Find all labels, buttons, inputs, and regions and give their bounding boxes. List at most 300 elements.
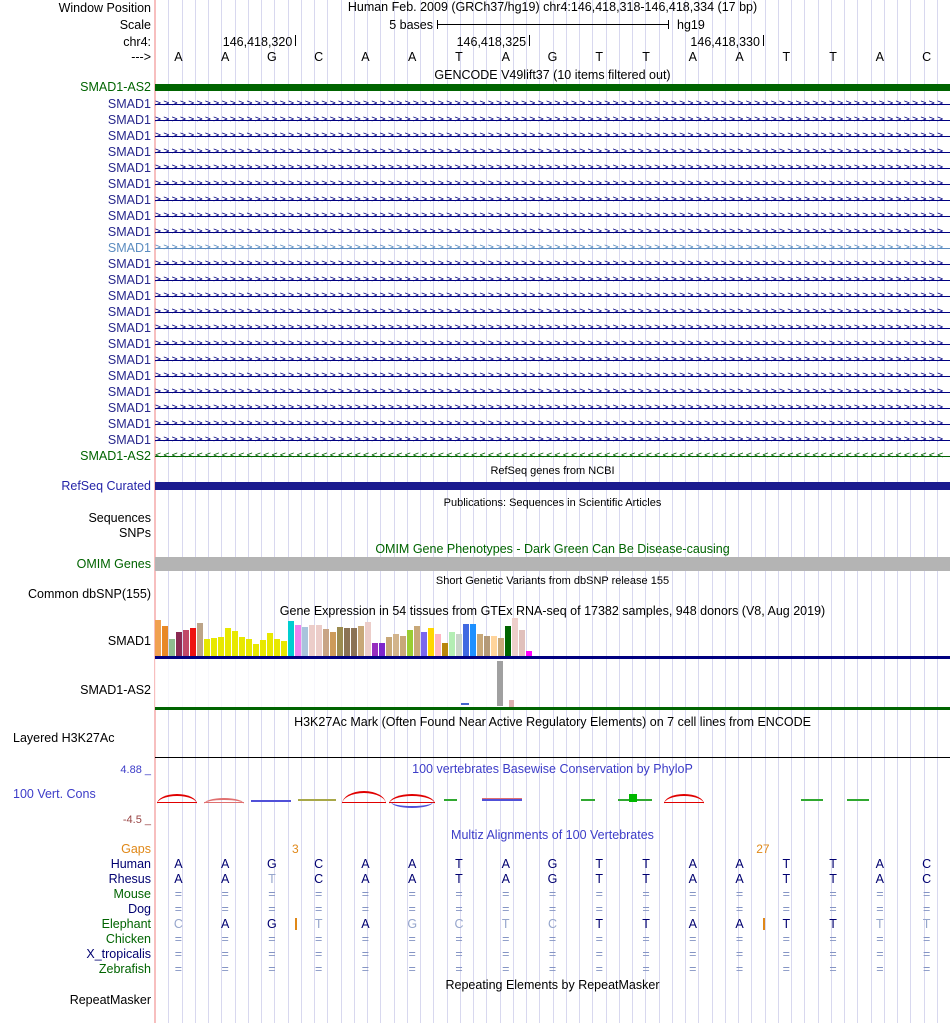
gtex-tissue-bar[interactable] <box>218 637 224 656</box>
base-letter: A <box>220 50 230 64</box>
gtex-tissue-bar[interactable] <box>288 621 294 656</box>
gtex-tissue-bar[interactable] <box>358 626 364 656</box>
multiz-base-cell: = <box>455 932 463 946</box>
multiz-base-cell: = <box>922 902 931 916</box>
multiz-base-cell: G <box>407 917 418 931</box>
gtex-as2-gray-bar <box>497 661 503 706</box>
multiz-base-cell: A <box>174 872 183 886</box>
gtex-tissue-bar[interactable] <box>428 628 434 656</box>
gencode-smad1-transcript-arrows[interactable]: >>>>>>>>>>>>>>>>>>>>>>>>>>>>>>>>>>>>>>>>>>>>>>>>>>>>>>>>>>>>>>>>>>>>>>>>>>>>>>>>>>>>>>>>>>>>>>> <box>155 227 946 237</box>
publications-label-line2[interactable]: SNPs <box>119 526 151 540</box>
gtex-tissue-bar[interactable] <box>330 632 336 656</box>
common-dbsnp-label[interactable]: Common dbSNP(155) <box>28 587 151 601</box>
multiz-base-cell: G <box>547 857 558 871</box>
gencode-smad1-transcript-arrows[interactable]: >>>>>>>>>>>>>>>>>>>>>>>>>>>>>>>>>>>>>>>>>>>>>>>>>>>>>>>>>>>>>>>>>>>>>>>>>>>>>>>>>>>>>>>>>>>>>>> <box>155 243 946 253</box>
gencode-item-label-smad1[interactable]: SMAD1 <box>107 417 151 431</box>
multiz-base-cell: = <box>174 962 183 976</box>
multiz-base-cell: = <box>642 947 650 961</box>
gtex-as2-pink-tick <box>509 700 514 707</box>
base-letter: T <box>642 50 650 64</box>
multiz-base-cell: = <box>268 962 276 976</box>
multiz-base-cell: = <box>689 887 697 901</box>
multiz-base-cell: G <box>547 872 558 886</box>
multiz-base-cell: A <box>220 917 230 931</box>
base-letter: A <box>174 50 183 64</box>
scale-bar-line <box>437 24 668 25</box>
gtex-tissue-bar[interactable] <box>232 631 238 656</box>
multiz-base-cell: T <box>829 857 837 871</box>
multiz-base-cell: = <box>174 932 183 946</box>
base-letter: A <box>688 50 697 64</box>
gencode-smad1-transcript-arrows[interactable]: >>>>>>>>>>>>>>>>>>>>>>>>>>>>>>>>>>>>>>>>>>>>>>>>>>>>>>>>>>>>>>>>>>>>>>>>>>>>>>>>>>>>>>>>>>>>>>> <box>155 211 946 221</box>
multiz-base-cell: A <box>220 857 230 871</box>
gtex-smad1-as2-label[interactable]: SMAD1-AS2 <box>80 683 151 697</box>
chrom-label: chr4: <box>123 35 151 49</box>
gtex-tissue-bar[interactable] <box>344 628 350 656</box>
multiz-base-cell: = <box>455 947 463 961</box>
conservation-arc-base <box>157 802 197 803</box>
multiz-gaps-label[interactable]: Gaps <box>121 842 151 856</box>
omim-genes-item-bar[interactable] <box>155 557 950 571</box>
multiz-base-cell: A <box>875 872 885 886</box>
multiz-base-cell: = <box>595 932 603 946</box>
refseq-track-header: RefSeq genes from NCBI <box>490 465 615 477</box>
multiz-base-cell: A <box>408 872 417 886</box>
gtex-tissue-bar[interactable] <box>491 636 497 656</box>
multiz-base-cell: = <box>174 947 183 961</box>
gencode-item-label-smad1[interactable]: SMAD1 <box>107 353 151 367</box>
layered-h3k27ac-label[interactable]: Layered H3K27Ac <box>13 731 115 745</box>
multiz-base-cell: = <box>315 887 323 901</box>
multiz-base-cell: C <box>173 917 183 931</box>
multiz-base-cell: = <box>502 932 510 946</box>
multiz-base-cell: C <box>922 872 932 886</box>
multiz-base-cell: G <box>267 857 277 871</box>
multiz-base-cell: = <box>689 932 697 946</box>
gtex-tissue-bar[interactable] <box>281 641 287 656</box>
gencode-smad1-as2-transcript-arrows[interactable]: <<<<<<<<<<<<<<<<<<<<<<<<<<<<<<<<<<<<<<<<<<<<<<<<<<<<<<<<<<<<<<<<<<<<<<<<<<<<<<<<<<<<<<<<<<<<<<< <box>155 451 946 461</box>
gencode-item-label-smad1[interactable]: SMAD1 <box>107 321 151 335</box>
conservation-flat-segment <box>251 800 291 802</box>
gtex-tissue-bar[interactable] <box>295 625 301 656</box>
gtex-tissue-bar[interactable] <box>155 620 161 656</box>
multiz-base-cell: = <box>361 887 370 901</box>
gencode-smad1-transcript-arrows[interactable]: >>>>>>>>>>>>>>>>>>>>>>>>>>>>>>>>>>>>>>>>>>>>>>>>>>>>>>>>>>>>>>>>>>>>>>>>>>>>>>>>>>>>>>>>>>>>>>> <box>155 291 946 301</box>
multiz-base-cell: T <box>829 917 837 931</box>
gencode-smad1-transcript-arrows[interactable]: >>>>>>>>>>>>>>>>>>>>>>>>>>>>>>>>>>>>>>>>>>>>>>>>>>>>>>>>>>>>>>>>>>>>>>>>>>>>>>>>>>>>>>>>>>>>>>> <box>155 307 946 317</box>
gencode-item-label-smad1[interactable]: SMAD1 <box>107 225 151 239</box>
gtex-tissue-bar[interactable] <box>211 638 217 656</box>
gtex-tissue-bar[interactable] <box>442 643 448 656</box>
multiz-base-cell: = <box>829 962 837 976</box>
multiz-base-cell: = <box>548 932 557 946</box>
multiz-base-cell: T <box>782 917 791 931</box>
base-letter: G <box>267 50 277 64</box>
gencode-smad1-transcript-arrows[interactable]: >>>>>>>>>>>>>>>>>>>>>>>>>>>>>>>>>>>>>>>>>>>>>>>>>>>>>>>>>>>>>>>>>>>>>>>>>>>>>>>>>>>>>>>>>>>>>>> <box>155 115 946 125</box>
assembly-label: hg19 <box>677 18 705 32</box>
coordinate-label: 146,418,330 <box>690 35 760 49</box>
gencode-item-label-smad1[interactable]: SMAD1 <box>107 177 151 191</box>
gtex-tissue-bar[interactable] <box>372 643 378 656</box>
gtex-tissue-bar[interactable] <box>365 622 371 656</box>
gtex-tissue-bar[interactable] <box>477 634 483 656</box>
gtex-tissue-bar[interactable] <box>379 643 385 656</box>
multiz-base-cell: T <box>922 917 931 931</box>
multiz-base-cell: = <box>922 887 931 901</box>
multiz-base-cell: T <box>642 917 650 931</box>
gtex-tissue-bar[interactable] <box>162 626 168 656</box>
multiz-base-cell: = <box>548 947 557 961</box>
multiz-base-cell: A <box>361 872 370 886</box>
multiz-base-cell: T <box>455 872 463 886</box>
coordinate-label: 146,418,325 <box>456 35 527 49</box>
omim-genes-label[interactable]: OMIM Genes <box>76 557 151 571</box>
window-position-label: Window Position <box>58 1 151 15</box>
base-letter: T <box>782 50 791 64</box>
gencode-item-label-smad1-as2-top[interactable]: SMAD1-AS2 <box>80 80 151 94</box>
multiz-base-cell: = <box>408 902 416 916</box>
gencode-smad1-transcript-arrows[interactable]: >>>>>>>>>>>>>>>>>>>>>>>>>>>>>>>>>>>>>>>>>>>>>>>>>>>>>>>>>>>>>>>>>>>>>>>>>>>>>>>>>>>>>>>>>>>>>>> <box>155 339 946 349</box>
multiz-base-cell: = <box>361 902 370 916</box>
gencode-smad1-transcript-arrows[interactable]: >>>>>>>>>>>>>>>>>>>>>>>>>>>>>>>>>>>>>>>>>>>>>>>>>>>>>>>>>>>>>>>>>>>>>>>>>>>>>>>>>>>>>>>>>>>>>>> <box>155 179 946 189</box>
multiz-base-cell: = <box>221 887 229 901</box>
multiz-base-cell: = <box>595 887 603 901</box>
multiz-base-cell: T <box>642 872 650 886</box>
multiz-base-cell: T <box>314 917 323 931</box>
gencode-item-label-smad1[interactable]: SMAD1 <box>107 97 151 111</box>
multiz-base-cell: = <box>548 902 557 916</box>
gencode-item-label-smad1[interactable]: SMAD1 <box>107 129 151 143</box>
conservation-track-title: 100 vertebrates Basewise Conservation by PhyloP <box>412 762 693 776</box>
multiz-base-cell: = <box>408 932 416 946</box>
gencode-smad1-transcript-arrows[interactable]: >>>>>>>>>>>>>>>>>>>>>>>>>>>>>>>>>>>>>>>>>>>>>>>>>>>>>>>>>>>>>>>>>>>>>>>>>>>>>>>>>>>>>>>>>>>>>>> <box>155 403 946 413</box>
gencode-smad1-transcript-arrows[interactable]: >>>>>>>>>>>>>>>>>>>>>>>>>>>>>>>>>>>>>>>>>>>>>>>>>>>>>>>>>>>>>>>>>>>>>>>>>>>>>>>>>>>>>>>>>>>>>>> <box>155 435 946 445</box>
gtex-tissue-bar[interactable] <box>386 637 392 656</box>
multiz-base-cell: = <box>361 962 370 976</box>
gencode-smad1-transcript-arrows[interactable]: >>>>>>>>>>>>>>>>>>>>>>>>>>>>>>>>>>>>>>>>>>>>>>>>>>>>>>>>>>>>>>>>>>>>>>>>>>>>>>>>>>>>>>>>>>>>>>> <box>155 163 946 173</box>
multiz-base-cell: = <box>735 947 744 961</box>
gencode-item-label-smad1[interactable]: SMAD1 <box>107 385 151 399</box>
gtex-tissue-bar[interactable] <box>323 629 329 656</box>
gtex-tissue-bar[interactable] <box>470 624 476 656</box>
multiz-base-cell: = <box>782 932 790 946</box>
multiz-base-cell: = <box>268 902 276 916</box>
multiz-base-cell: = <box>268 947 276 961</box>
coordinate-tick <box>763 35 764 46</box>
multiz-base-cell: T <box>455 857 463 871</box>
multiz-gap-count: 27 <box>756 842 770 856</box>
conservation-max-value: 4.88 _ <box>120 764 151 776</box>
multiz-base-cell: T <box>268 872 276 886</box>
multiz-insert-gap-bar <box>295 918 297 930</box>
gencode-smad1-transcript-arrows[interactable]: >>>>>>>>>>>>>>>>>>>>>>>>>>>>>>>>>>>>>>>>>>>>>>>>>>>>>>>>>>>>>>>>>>>>>>>>>>>>>>>>>>>>>>>>>>>>>>> <box>155 99 946 109</box>
gtex-tissue-bar[interactable] <box>274 639 280 656</box>
gtex-tissue-bar[interactable] <box>498 638 504 656</box>
conservation-flat-segment <box>482 799 522 801</box>
coordinate-label: 146,418,320 <box>222 35 293 49</box>
gtex-tissue-bar[interactable] <box>400 636 406 656</box>
base-letter: A <box>735 50 744 64</box>
conservation-arc-base <box>342 802 386 803</box>
gtex-smad1-label[interactable]: SMAD1 <box>107 634 151 648</box>
gencode-item-label-smad1-as2-bottom[interactable]: SMAD1-AS2 <box>80 449 151 463</box>
coordinate-tick <box>529 35 530 46</box>
gtex-tissue-bar[interactable] <box>225 628 231 656</box>
gencode-smad1-as2-item-bar[interactable] <box>155 84 950 91</box>
gtex-tissue-bar[interactable] <box>512 618 518 656</box>
publications-label-line1[interactable]: Sequences <box>88 511 151 525</box>
conservation-flat-segment <box>581 799 595 801</box>
gencode-item-label-smad1[interactable]: SMAD1 <box>107 193 151 207</box>
gencode-smad1-transcript-arrows[interactable]: >>>>>>>>>>>>>>>>>>>>>>>>>>>>>>>>>>>>>>>>>>>>>>>>>>>>>>>>>>>>>>>>>>>>>>>>>>>>>>>>>>>>>>>>>>>>>>> <box>155 195 946 205</box>
gencode-smad1-transcript-arrows[interactable]: >>>>>>>>>>>>>>>>>>>>>>>>>>>>>>>>>>>>>>>>>>>>>>>>>>>>>>>>>>>>>>>>>>>>>>>>>>>>>>>>>>>>>>>>>>>>>>> <box>155 419 946 429</box>
multiz-base-cell: = <box>876 947 884 961</box>
multiz-species-label-zebrafish[interactable]: Zebrafish <box>98 962 151 976</box>
base-letter: C <box>314 50 324 64</box>
conservation-flat-segment <box>801 799 823 801</box>
multiz-base-cell: = <box>829 887 837 901</box>
gtex-tissue-bar[interactable] <box>316 625 322 656</box>
gencode-smad1-transcript-arrows[interactable]: >>>>>>>>>>>>>>>>>>>>>>>>>>>>>>>>>>>>>>>>>>>>>>>>>>>>>>>>>>>>>>>>>>>>>>>>>>>>>>>>>>>>>>>>>>>>>>> <box>155 355 946 365</box>
omim-track-header: OMIM Gene Phenotypes - Dark Green Can Be Disease-causing <box>375 542 730 556</box>
multiz-base-cell: = <box>315 947 323 961</box>
multiz-species-label-x_tropicalis[interactable]: X_tropicalis <box>86 947 151 961</box>
gtex-tissue-bar[interactable] <box>190 628 196 656</box>
gencode-smad1-transcript-arrows[interactable]: >>>>>>>>>>>>>>>>>>>>>>>>>>>>>>>>>>>>>>>>>>>>>>>>>>>>>>>>>>>>>>>>>>>>>>>>>>>>>>>>>>>>>>>>>>>>>>> <box>155 147 946 157</box>
multiz-base-cell: = <box>502 887 510 901</box>
gtex-tissue-bar[interactable] <box>435 634 441 656</box>
coordinate-tick <box>295 35 296 46</box>
multiz-base-cell: T <box>782 872 791 886</box>
conservation-green-square <box>629 794 637 802</box>
base-letter: A <box>875 50 885 64</box>
gencode-item-label-smad1[interactable]: SMAD1 <box>107 337 151 351</box>
multiz-base-cell: = <box>221 962 229 976</box>
multiz-base-cell: = <box>174 902 183 916</box>
gtex-tissue-bar[interactable] <box>519 630 525 656</box>
multiz-base-cell: T <box>595 872 604 886</box>
multiz-base-cell: = <box>689 902 697 916</box>
gencode-item-label-smad1[interactable]: SMAD1 <box>107 433 151 447</box>
gtex-tissue-bar[interactable] <box>505 626 511 656</box>
gtex-tissue-bar[interactable] <box>309 625 315 656</box>
multiz-base-cell: = <box>829 902 837 916</box>
repeatmasker-track-header: Repeating Elements by RepeatMasker <box>445 978 660 992</box>
multiz-base-cell: = <box>642 902 650 916</box>
multiz-base-cell: A <box>875 857 885 871</box>
refseq-curated-label[interactable]: RefSeq Curated <box>61 479 151 493</box>
multiz-base-cell: = <box>502 947 510 961</box>
multiz-species-label-chicken[interactable]: Chicken <box>105 932 151 946</box>
multiz-species-label-rhesus[interactable]: Rhesus <box>108 872 151 886</box>
gencode-item-label-smad1[interactable]: SMAD1 <box>107 305 151 319</box>
multiz-base-cell: = <box>408 887 416 901</box>
h3k27ac-axis-line <box>155 757 950 758</box>
conservation-arc-base <box>664 802 704 803</box>
multiz-base-cell: T <box>782 857 791 871</box>
multiz-base-cell: = <box>221 902 229 916</box>
gencode-smad1-transcript-arrows[interactable]: >>>>>>>>>>>>>>>>>>>>>>>>>>>>>>>>>>>>>>>>>>>>>>>>>>>>>>>>>>>>>>>>>>>>>>>>>>>>>>>>>>>>>>>>>>>>>>> <box>155 259 946 269</box>
gtex-track-header: Gene Expression in 54 tissues from GTEx RNA-seq of 17382 samples, 948 donors (V8, Aug 2019) <box>279 604 826 618</box>
multiz-base-cell: = <box>782 887 790 901</box>
multiz-base-cell: = <box>221 947 229 961</box>
multiz-base-cell: T <box>642 857 650 871</box>
base-letter: T <box>595 50 604 64</box>
multiz-base-cell: = <box>735 962 744 976</box>
multiz-base-cell: = <box>548 887 557 901</box>
multiz-base-cell: = <box>315 962 323 976</box>
multiz-base-cell: = <box>689 947 697 961</box>
multiz-base-cell: A <box>361 857 370 871</box>
gtex-tissue-bar[interactable] <box>260 640 266 656</box>
gencode-item-label-smad1[interactable]: SMAD1 <box>107 369 151 383</box>
multiz-base-cell: = <box>315 902 323 916</box>
multiz-base-cell: = <box>876 962 884 976</box>
multiz-species-label-dog[interactable]: Dog <box>128 902 151 916</box>
dbsnp-track-header: Short Genetic Variants from dbSNP release 155 <box>435 575 670 587</box>
gtex-tissue-bar[interactable] <box>302 627 308 656</box>
multiz-base-cell: = <box>876 932 884 946</box>
gtex-tissue-bar[interactable] <box>393 634 399 656</box>
multiz-base-cell: = <box>315 932 323 946</box>
gtex-tissue-bar[interactable] <box>183 630 189 656</box>
conservation-flat-segment <box>298 799 336 801</box>
multiz-base-cell: = <box>455 962 463 976</box>
base-letter: A <box>361 50 370 64</box>
multiz-base-cell: = <box>502 962 510 976</box>
multiz-base-cell: T <box>595 857 604 871</box>
multiz-base-cell: A <box>735 872 744 886</box>
base-letter: T <box>455 50 463 64</box>
conservation-flat-segment <box>444 799 457 801</box>
gtex-tissue-bar[interactable] <box>351 628 357 656</box>
gencode-item-label-smad1[interactable]: SMAD1 <box>107 289 151 303</box>
gencode-smad1-transcript-arrows[interactable]: >>>>>>>>>>>>>>>>>>>>>>>>>>>>>>>>>>>>>>>>>>>>>>>>>>>>>>>>>>>>>>>>>>>>>>>>>>>>>>>>>>>>>>>>>>>>>>> <box>155 323 946 333</box>
gencode-item-label-smad1[interactable]: SMAD1 <box>107 273 151 287</box>
multiz-base-cell: C <box>922 857 932 871</box>
multiz-species-label-elephant[interactable]: Elephant <box>101 917 151 931</box>
multiz-base-cell: = <box>455 887 463 901</box>
multiz-base-cell: = <box>174 887 183 901</box>
gtex-tissue-bar[interactable] <box>421 632 427 656</box>
multiz-base-cell: = <box>735 932 744 946</box>
window-position-title: Human Feb. 2009 (GRCh37/hg19) chr4:146,418,318-146,418,334 (17 bp) <box>347 0 758 14</box>
gtex-tissue-bar[interactable] <box>449 632 455 656</box>
gtex-tissue-bar[interactable] <box>267 633 273 656</box>
multiz-base-cell: = <box>876 887 884 901</box>
multiz-base-cell: = <box>548 962 557 976</box>
gencode-smad1-transcript-arrows[interactable]: >>>>>>>>>>>>>>>>>>>>>>>>>>>>>>>>>>>>>>>>>>>>>>>>>>>>>>>>>>>>>>>>>>>>>>>>>>>>>>>>>>>>>>>>>>>>>>> <box>155 275 946 285</box>
gtex-tissue-bar[interactable] <box>176 632 182 656</box>
h3k27ac-track-header: H3K27Ac Mark (Often Found Near Active Regulatory Elements) on 7 cell lines from ENCODE <box>294 715 811 729</box>
multiz-base-cell: T <box>876 917 884 931</box>
multiz-base-cell: = <box>361 947 370 961</box>
gtex-tissue-bar[interactable] <box>239 637 245 656</box>
gtex-smad1-as2-baseline <box>155 707 950 710</box>
strand-direction-label[interactable]: ---> <box>131 50 151 64</box>
gtex-tissue-bar[interactable] <box>414 626 420 656</box>
multiz-base-cell: A <box>735 917 744 931</box>
multiz-gap-count: 3 <box>291 842 299 856</box>
multiz-base-cell: = <box>782 902 790 916</box>
multiz-base-cell: G <box>267 917 277 931</box>
base-letter: G <box>547 50 558 64</box>
multiz-base-cell: = <box>922 962 931 976</box>
multiz-base-cell: = <box>268 887 276 901</box>
multiz-base-cell: T <box>829 872 837 886</box>
conservation-track-label[interactable]: 100 Vert. Cons <box>13 787 96 801</box>
multiz-base-cell: = <box>642 932 650 946</box>
base-letter: A <box>501 50 510 64</box>
multiz-insert-gap-bar <box>763 918 765 930</box>
gencode-item-label-smad1[interactable]: SMAD1 <box>107 113 151 127</box>
publications-track-header: Publications: Sequences in Scientific Articles <box>443 497 662 509</box>
gtex-tissue-bar[interactable] <box>197 623 203 656</box>
refseq-curated-item-bar[interactable] <box>155 482 950 490</box>
multiz-base-cell: = <box>922 947 931 961</box>
multiz-base-cell: A <box>361 917 370 931</box>
gencode-item-label-smad1[interactable]: SMAD1 <box>107 241 151 255</box>
multiz-base-cell: = <box>502 902 510 916</box>
base-letter: C <box>922 50 932 64</box>
gtex-tissue-bar[interactable] <box>253 644 259 656</box>
conservation-dip <box>391 802 433 808</box>
multiz-species-label-human[interactable]: Human <box>110 857 151 871</box>
gencode-smad1-transcript-arrows[interactable]: >>>>>>>>>>>>>>>>>>>>>>>>>>>>>>>>>>>>>>>>>>>>>>>>>>>>>>>>>>>>>>>>>>>>>>>>>>>>>>>>>>>>>>>>>>>>>>> <box>155 371 946 381</box>
gtex-tissue-bar[interactable] <box>169 639 175 656</box>
repeatmasker-label[interactable]: RepeatMasker <box>69 993 151 1007</box>
gtex-tissue-bar[interactable] <box>337 627 343 656</box>
gencode-smad1-transcript-arrows[interactable]: >>>>>>>>>>>>>>>>>>>>>>>>>>>>>>>>>>>>>>>>>>>>>>>>>>>>>>>>>>>>>>>>>>>>>>>>>>>>>>>>>>>>>>>>>>>>>>> <box>155 387 946 397</box>
conservation-arc <box>204 798 244 804</box>
gtex-tissue-bar[interactable] <box>204 639 210 656</box>
gtex-tissue-bar[interactable] <box>463 624 469 656</box>
multiz-base-cell: A <box>501 857 510 871</box>
multiz-base-cell: = <box>689 962 697 976</box>
multiz-base-cell: A <box>220 872 230 886</box>
gencode-item-label-smad1[interactable]: SMAD1 <box>107 401 151 415</box>
gtex-tissue-bar[interactable] <box>246 639 252 656</box>
multiz-species-label-mouse[interactable]: Mouse <box>113 887 151 901</box>
multiz-base-cell: C <box>314 857 324 871</box>
multiz-base-cell: = <box>735 902 744 916</box>
gtex-smad1-as2-plot-area[interactable] <box>155 659 533 707</box>
gtex-tissue-bar[interactable] <box>456 634 462 656</box>
multiz-base-cell: A <box>688 857 697 871</box>
gencode-item-label-smad1[interactable]: SMAD1 <box>107 257 151 271</box>
gencode-item-label-smad1[interactable]: SMAD1 <box>107 145 151 159</box>
multiz-base-cell: = <box>829 932 837 946</box>
multiz-base-cell: = <box>829 947 837 961</box>
multiz-base-cell: = <box>268 932 276 946</box>
multiz-base-cell: = <box>595 902 603 916</box>
scale-bar-left-tick <box>437 20 438 29</box>
multiz-base-cell: A <box>735 857 744 871</box>
multiz-base-cell: = <box>455 902 463 916</box>
multiz-base-cell: A <box>408 857 417 871</box>
multiz-base-cell: = <box>595 947 603 961</box>
gencode-item-label-smad1[interactable]: SMAD1 <box>107 161 151 175</box>
gtex-tissue-bar[interactable] <box>484 636 490 656</box>
conservation-flat-overlay <box>482 798 522 799</box>
multiz-track-title: Multiz Alignments of 100 Vertebrates <box>451 828 654 842</box>
gtex-tissue-bar[interactable] <box>407 630 413 656</box>
gencode-smad1-transcript-arrows[interactable]: >>>>>>>>>>>>>>>>>>>>>>>>>>>>>>>>>>>>>>>>>>>>>>>>>>>>>>>>>>>>>>>>>>>>>>>>>>>>>>>>>>>>>>>>>>>>>>> <box>155 131 946 141</box>
scale-bases-text: 5 bases <box>389 18 433 32</box>
gencode-item-label-smad1[interactable]: SMAD1 <box>107 209 151 223</box>
multiz-base-cell: = <box>642 962 650 976</box>
multiz-base-cell: = <box>922 932 931 946</box>
